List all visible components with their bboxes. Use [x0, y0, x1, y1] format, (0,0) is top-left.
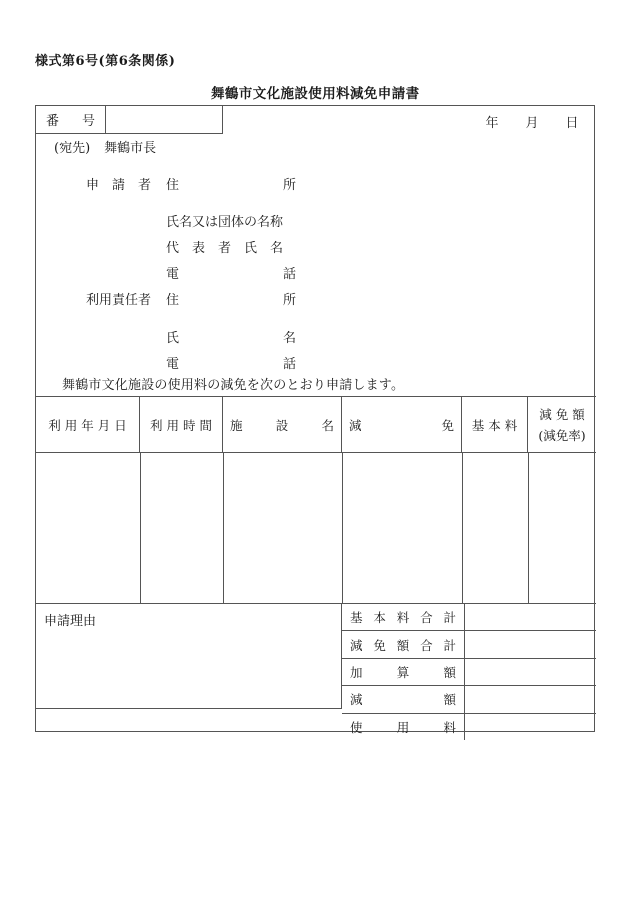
column-header-use-date: 利 用 年 月 日	[36, 397, 140, 452]
facility-label-char-1: 施	[230, 417, 243, 433]
date-day-label: 日	[565, 115, 579, 131]
number-label-second: 号	[81, 114, 95, 129]
responsible-tel-char-2: 話	[282, 357, 296, 372]
applicant-tel-row	[166, 263, 296, 282]
applicant-address-label	[166, 174, 296, 193]
summary-value-deduction[interactable]	[465, 686, 596, 712]
summary-label-base-fee-total: 基 本 料 合 計	[342, 604, 465, 630]
summary-row-surcharge	[342, 659, 596, 686]
cell-divider-3	[342, 453, 343, 603]
reduction-label-char-2: 免	[441, 417, 454, 433]
responsible-tel-label	[166, 353, 296, 372]
summary-value-base-fee-total[interactable]	[465, 604, 596, 630]
applicant-address-char-1: 住	[166, 178, 180, 193]
addressee-prefix: (宛先)	[54, 141, 91, 156]
applicant-address-row	[86, 174, 296, 193]
number-input-box[interactable]	[106, 106, 223, 134]
number-label-first: 番	[46, 114, 60, 129]
cell-divider-2	[223, 453, 224, 603]
form-code: 様式第6号(第6条関係)	[35, 54, 176, 69]
addressee-name: 舞鶴市長	[104, 141, 157, 156]
applicant-address-char-2: 所	[282, 178, 296, 193]
applicant-tel-char-1: 電	[166, 267, 180, 282]
column-header-facility-name	[223, 397, 342, 452]
date-year-label: 年	[485, 115, 499, 131]
usage-table-row	[36, 453, 596, 604]
applicant-representative-row	[166, 237, 283, 256]
applicant-prefix-label: 申 請 者	[86, 178, 152, 193]
summary-value-usage-fee[interactable]	[465, 714, 596, 740]
summary-row-reduction-total	[342, 631, 596, 658]
facility-label-char-3: 名	[321, 417, 334, 433]
date-line	[352, 110, 592, 132]
document-title: 舞鶴市文化施設使用料減免申請書	[211, 86, 420, 102]
column-header-reduction-amount: 減 免 額 (減免率)	[528, 397, 596, 452]
summary-column	[342, 604, 596, 740]
summary-row-base-fee-total	[342, 604, 596, 631]
summary-label-deduction: 減 額	[342, 686, 465, 712]
applicant-name-label: 氏名又は団体の名称	[166, 215, 284, 230]
applicant-tel-char-2: 話	[282, 267, 296, 282]
summary-label-reduction-total: 減 免 額 合 計	[342, 631, 465, 657]
cell-divider-4	[462, 453, 463, 603]
responsible-address-row	[86, 289, 296, 308]
summary-section	[36, 604, 596, 736]
facility-label-char-2: 設	[275, 417, 289, 433]
summary-row-usage-fee	[342, 714, 596, 740]
summary-label-surcharge: 加 算 額	[342, 659, 465, 685]
summary-value-reduction-total[interactable]	[465, 631, 596, 657]
usage-table-header-row	[36, 396, 596, 453]
reason-label: 申請理由	[44, 614, 97, 629]
column-header-base-fee: 基 本 料	[462, 397, 528, 452]
responsible-tel-char-1: 電	[166, 357, 180, 372]
responsible-name-char-1: 氏	[166, 331, 180, 346]
column-header-use-time: 利 用 時 間	[140, 397, 223, 452]
reason-cell[interactable]	[36, 604, 342, 709]
number-label-cell	[36, 106, 106, 134]
responsible-tel-row	[166, 353, 296, 372]
summary-value-surcharge[interactable]	[465, 659, 596, 685]
cell-divider-1	[140, 453, 141, 603]
date-month-label: 月	[525, 115, 539, 131]
responsible-address-char-2: 所	[282, 293, 296, 308]
column-header-reduction-rate: (減免率)	[538, 428, 586, 443]
responsible-name-row	[166, 327, 296, 346]
applicant-name-row	[166, 211, 283, 230]
summary-row-deduction	[342, 686, 596, 713]
form-frame	[35, 105, 595, 735]
responsible-address-label	[166, 289, 296, 308]
application-statement: 舞鶴市文化施設の使用料の減免を次のとおり申請します。	[62, 378, 405, 393]
reduction-label-char-1: 減	[349, 417, 362, 433]
usage-table	[36, 396, 596, 736]
addressee-line	[54, 137, 156, 156]
applicant-tel-label	[166, 263, 296, 282]
responsible-prefix-label: 利用責任者	[86, 293, 152, 308]
responsible-name-label	[166, 327, 296, 346]
cell-divider-5	[528, 453, 529, 603]
column-header-reduction	[342, 397, 462, 452]
summary-label-usage-fee: 使 用 料	[342, 714, 465, 740]
applicant-section	[36, 106, 596, 396]
responsible-name-char-2: 名	[282, 331, 296, 346]
applicant-representative-label: 代 表 者 氏 名	[166, 241, 284, 256]
responsible-address-char-1: 住	[166, 293, 180, 308]
